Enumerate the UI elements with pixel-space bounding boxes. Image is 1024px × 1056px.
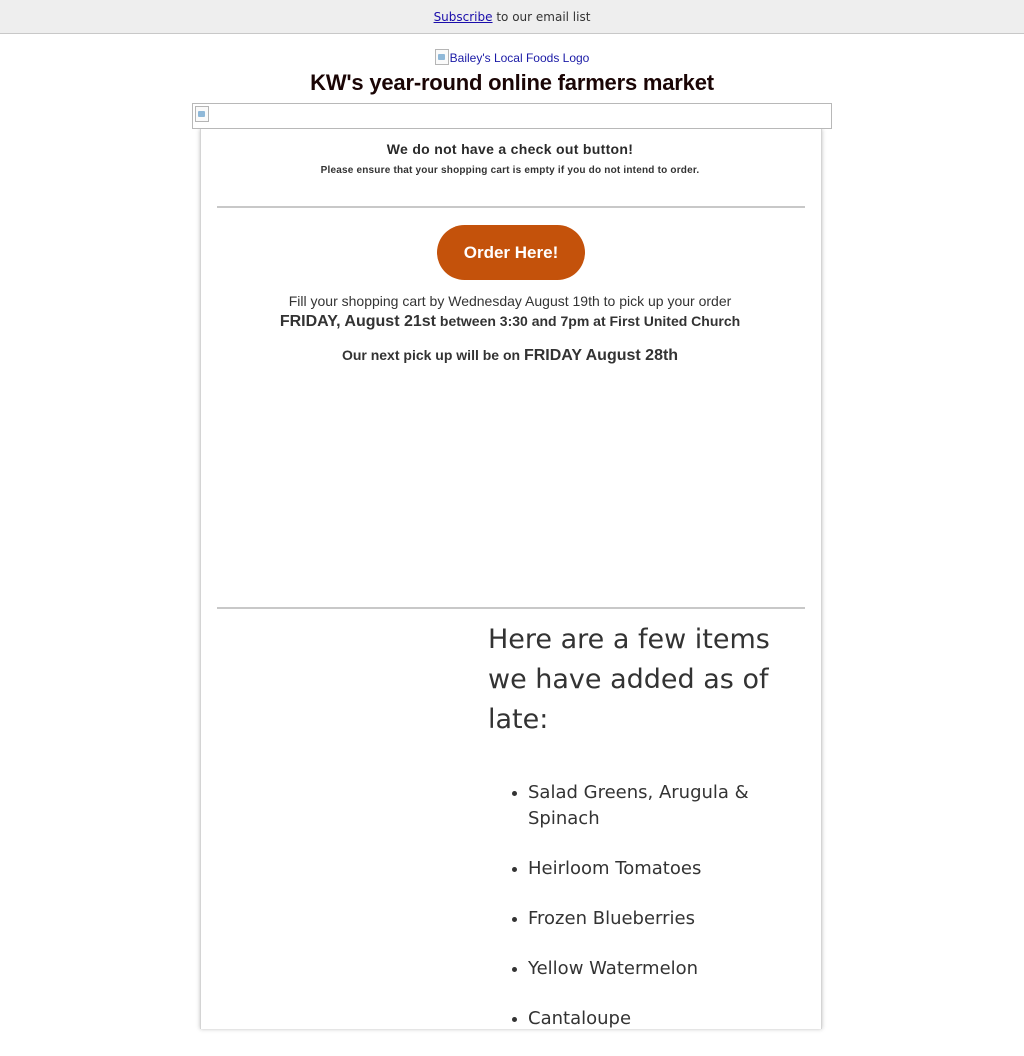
list-item-text: Frozen Blueberries (528, 908, 695, 929)
list-item (488, 906, 778, 932)
pickup-date: FRIDAY, August 21st (279, 313, 436, 330)
subscribe-link[interactable]: Subscribe (433, 10, 493, 24)
checkout-notice-subtext: Please ensure that your shopping cart is empty if you do not intend to order. (320, 165, 700, 176)
list-item (488, 780, 778, 832)
list-item (488, 856, 778, 882)
order-deadline-text: Fill your shopping cart by Wednesday August 19th to pick up your order (288, 293, 732, 309)
banner-image (192, 103, 832, 129)
list-item-text: Cantaloupe (528, 1008, 632, 1029)
list-item (488, 956, 778, 982)
broken-image-icon (435, 49, 449, 65)
new-items-heading: Here are a few items we have added as of late: (488, 624, 770, 735)
subscribe-bar (0, 0, 1024, 34)
broken-image-icon (195, 106, 209, 122)
logo-alt-text: Bailey's Local Foods Logo (449, 51, 590, 65)
next-pickup-line (200, 347, 820, 365)
list-item-text: Salad Greens, Arugula & Spinach (528, 782, 749, 829)
checkout-notice-heading: We do not have a check out button! (386, 141, 634, 157)
pickup-time-location: between 3:30 and 7pm at First United Church (436, 313, 741, 329)
subscribe-bar-text: to our email list (492, 10, 591, 24)
list-item (488, 1006, 778, 1032)
bullet-icon (512, 917, 517, 922)
pickup-date-line (200, 313, 820, 331)
next-pickup-date: FRIDAY August 28th (523, 347, 679, 364)
bullet-icon (512, 791, 517, 796)
bullet-icon (512, 867, 517, 872)
bullet-icon (512, 1017, 517, 1022)
divider (217, 607, 805, 609)
list-item-text: Yellow Watermelon (528, 958, 699, 979)
site-logo[interactable] (0, 49, 1024, 67)
next-pickup-prefix: Our next pick up will be on (341, 347, 524, 363)
divider (217, 206, 805, 208)
order-here-button[interactable]: Order Here! (437, 225, 585, 280)
new-items-list (488, 780, 778, 1056)
list-item-text: Heirloom Tomatoes (528, 858, 702, 879)
bullet-icon (512, 967, 517, 972)
site-title: KW's year-round online farmers market (310, 70, 714, 95)
